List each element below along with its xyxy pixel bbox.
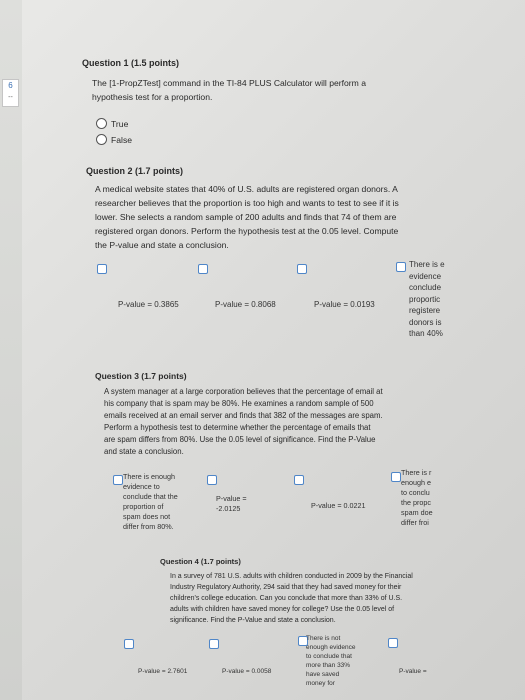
q2-option-d-label	[409, 259, 453, 340]
radio-icon[interactable]	[96, 118, 107, 129]
q3-option-b-label	[216, 494, 247, 514]
q2-option-d-line: donors is	[409, 317, 442, 327]
q4-option-c-line: have saved	[306, 671, 340, 678]
q3-option-b-line: P-value =	[216, 494, 247, 503]
q4-option-b-label: P-value = 0.0058	[222, 668, 272, 675]
q3-option-b-checkbox[interactable]	[207, 475, 217, 485]
q4-text-line: adults with children have saved money for college? Use the 0.05 level of	[170, 606, 395, 613]
q1-option-label: False	[111, 134, 133, 145]
q4-title: Question 4 (1.7 points)	[160, 557, 241, 566]
q3-text-line: Perform a hypothesis test to determine whether the percentage of emails that	[104, 423, 371, 432]
q3-option-b-line: -2.0125	[216, 504, 241, 513]
q2-option-d-line: proportic	[409, 294, 441, 304]
q1-option-false[interactable]	[96, 134, 132, 145]
q3-text-line: and state a conclusion.	[104, 447, 184, 456]
q2-option-c-label: P-value = 0.0193	[314, 300, 375, 309]
q3-option-d-label	[401, 468, 441, 528]
q4-option-a-checkbox[interactable]	[124, 639, 134, 649]
q4-option-c-line: enough evidence	[306, 644, 356, 651]
q1-option-true[interactable]	[96, 118, 128, 129]
q4-option-d-label: P-value =	[399, 668, 427, 675]
q2-text-line: registered organ donors. Perform the hypothesis test at the 0.05 level. Compute	[95, 226, 399, 236]
q4-text-line: significance. Find the P-Value and state a conclusion.	[170, 617, 336, 624]
q3-text-line: are spam differs from 80%. Use the 0.05 level of significance. Find the P-Value	[104, 435, 376, 444]
q4-option-c-label	[306, 634, 356, 688]
q2-option-a-label: P-value = 0.3865	[118, 300, 179, 309]
q2-text-line: the P-value and state a conclusion.	[95, 240, 229, 250]
q3-option-a-line: proportion of	[123, 502, 164, 511]
q2-text	[95, 182, 399, 252]
q2-option-d-line: evidence	[409, 271, 442, 281]
q3-option-a-line: conclude that the	[123, 492, 178, 501]
q3-option-d-line: enough e	[401, 478, 431, 487]
q2-option-d-checkbox[interactable]	[396, 262, 406, 272]
question-number: 6	[8, 81, 13, 90]
q3-option-d-line: spam doe	[401, 508, 433, 517]
q3-option-d-line: the propc	[401, 498, 431, 507]
q1-text-line: The [1-PropZTest] command in the TI-84 PLUS Calculator will perform a	[92, 78, 366, 88]
q3-text-line: emails received at an email server and finds that 382 of the messages are spam.	[104, 411, 383, 420]
radio-icon[interactable]	[96, 134, 107, 145]
q4-option-b-checkbox[interactable]	[209, 639, 219, 649]
q3-option-a-checkbox[interactable]	[113, 475, 123, 485]
q4-option-c-line: money for	[306, 680, 335, 687]
q3-option-d-line: to conclu	[401, 488, 430, 497]
q3-option-c-label: P-value = 0.0221	[311, 501, 366, 510]
q4-text-line: Industry Regulatory Authority, 294 said that they had saved money for their	[170, 584, 402, 591]
q4-option-c-line: to conclude that	[306, 653, 352, 660]
q1-title: Question 1 (1.5 points)	[82, 58, 180, 68]
q2-text-line: A medical website states that 40% of U.S. adults are registered organ donors. A	[95, 184, 398, 194]
q2-option-c-checkbox[interactable]	[297, 264, 307, 274]
q3-option-a-line: There is enough	[123, 472, 175, 481]
question-status: --	[8, 94, 13, 101]
q4-option-a-label: P-value = 2.7601	[138, 668, 188, 675]
q4-option-c-line: more than 33%	[306, 662, 351, 669]
q4-option-c-line: There is not	[306, 635, 341, 642]
q2-option-b-label: P-value = 0.8068	[215, 300, 276, 309]
q3-option-d-checkbox[interactable]	[391, 472, 401, 482]
q2-option-d-line: registere	[409, 306, 441, 315]
q2-option-d-line: conclude	[409, 283, 442, 292]
q3-text-line: A system manager at a large corporation believes that the percentage of email at	[104, 387, 383, 396]
q2-option-b-checkbox[interactable]	[198, 264, 208, 274]
q3-option-d-line: There is r	[401, 468, 432, 477]
q1-text-line: hypothesis test for a proportion.	[92, 92, 213, 102]
q3-option-d-line: differ froi	[401, 518, 429, 527]
q3-option-a-line: evidence to	[123, 482, 160, 491]
q3-text-line: his company that is spam may be 80%. He examines a random sample of 500	[104, 399, 374, 408]
q2-text-line: lower. She selects a random sample of 200 adults and finds that 74 of them are	[95, 212, 397, 222]
q4-option-d-checkbox[interactable]	[388, 638, 398, 648]
q3-option-a-line: differ from 80%.	[123, 522, 174, 531]
q2-option-a-checkbox[interactable]	[97, 264, 107, 274]
q1-text	[92, 76, 366, 104]
q4-text-line: children's college education. Can you conclude that more than 33% of U.S.	[170, 595, 403, 602]
q4-text	[170, 571, 413, 626]
q2-title: Question 2 (1.7 points)	[86, 166, 184, 176]
q3-option-a-line: spam does not	[123, 512, 171, 521]
q1-option-label: True	[111, 118, 129, 129]
q4-text-line: In a survey of 781 U.S. adults with children conducted in 2009 by the Financial	[170, 573, 413, 580]
q3-option-c-checkbox[interactable]	[294, 475, 304, 485]
q2-text-line: researcher believes that the proportion is too high and wants to test to see if it is	[95, 198, 399, 208]
q2-option-d-line: There is e	[409, 260, 445, 269]
q2-option-d-line: than 40%	[409, 329, 443, 338]
q3-title: Question 3 (1.7 points)	[95, 371, 187, 381]
q3-option-a-label	[123, 472, 178, 532]
q3-text	[104, 386, 383, 458]
